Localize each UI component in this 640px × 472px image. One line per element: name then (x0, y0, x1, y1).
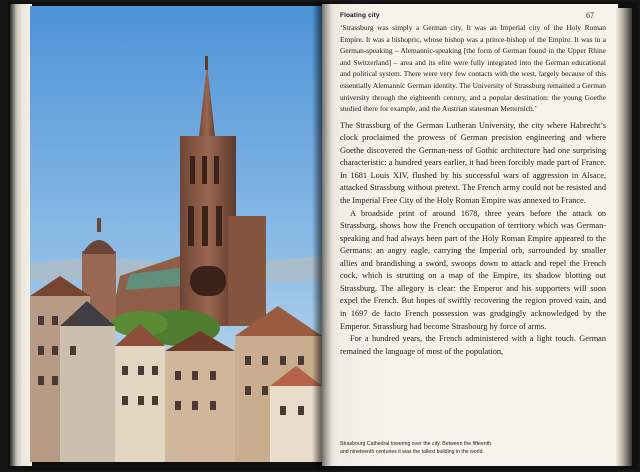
left-page-edge (10, 4, 32, 466)
caption-line: and nineteenth centuries it was the tallest building in the world. (340, 449, 484, 455)
block-quote: ‘Strassburg was simply a German city. It was an Imperial city of the Holy Roman Empire. It was a bishopric, whose bishop was a prince-bishop of the Empire. It was in a German-speaking – Alemannic-speaking [the form of German found in the Upper Rhine and Switzerland] – area and its elite were fully integrated into the German educational and political system. There were very few contacts with the west, largely because of this essentially Alemannic German identity. The University of Strassburg remained a German university through the eighteenth century, and a popular destination: the young Goethe studied there for example, and the Austrian statesman Metternich.’ (340, 23, 606, 114)
photo-caption (340, 440, 608, 456)
right-page-edge (616, 8, 632, 466)
page-number: 67 (586, 11, 594, 20)
running-head: Floating city (340, 12, 380, 19)
caption-line: Strasbourg Cathedral towering over the city. Between the fifteenth (340, 441, 492, 447)
paragraph: The Strassburg of the German Lutheran University, the city where Habrecht’s clock proclaimed the prowess of German precision engineering and where Goethe discovered the German-ness of Gothic architecture had one surprising characteristic: a hundred years earlier, it had been forcibly made part of France. In 1681 Louis XIV, flushed by his successful wars of aggression in Alsace, attacked Strassburg without pretext. The French army could not be resisted and the Imperial Free City of the Holy Roman Empire was annexed to France. (340, 120, 606, 206)
cathedral-photo (30, 6, 322, 462)
body-text (340, 22, 606, 358)
paragraph: For a hundred years, the French administered with a light touch. German remained the language of most of the population, (340, 334, 606, 356)
paragraph: A broadside print of around 1678, three years before the attack on Strassburg, shows how the French occupation of territory which was German-speaking and had always been part of the Holy Roman Empire appeared to the Germans: an angry eagle, carrying the Imperial orb, surrounded by smaller allies and brandishing a sword, swoops down to attack and repel the French cock, which is strutting on a map of the Empire, its shadow blotting out Strassburg. The allegory is clear: the Emperor and his supporters will soon expel the French. But hopes of swiftly recovering the region proved vain, and in 1697 de facto French possession was grudgingly acknowledged by the Emperor. Strassburg had become Strasbourg by force of arms. (340, 208, 606, 331)
